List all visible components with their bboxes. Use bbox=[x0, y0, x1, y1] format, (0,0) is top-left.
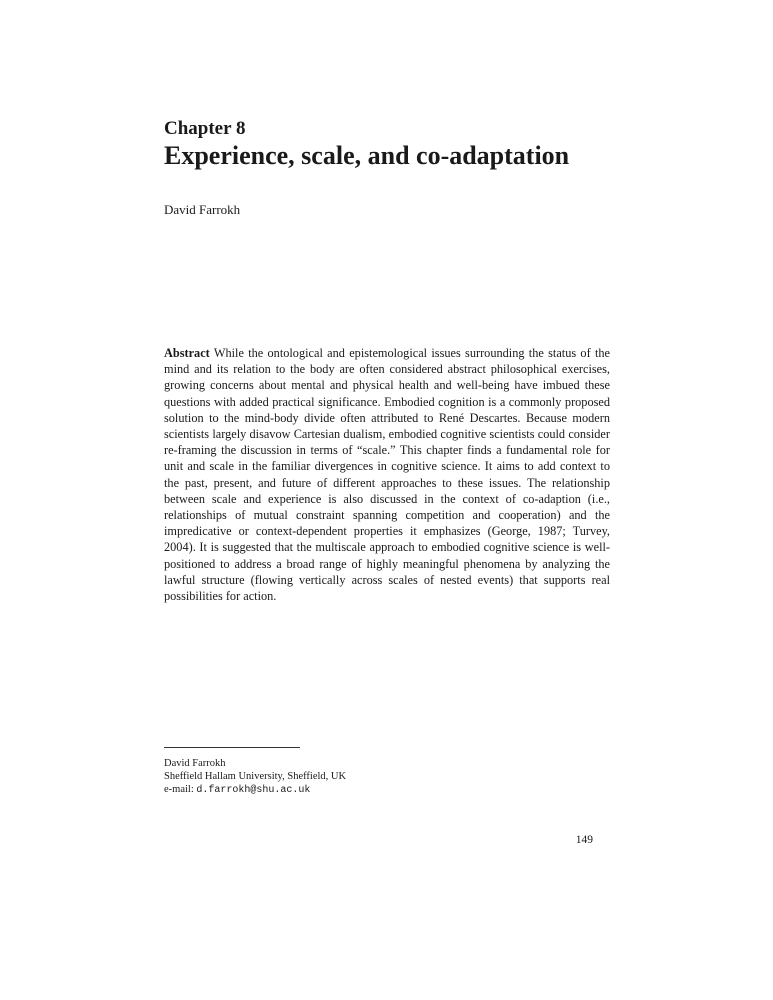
footnote-author-name: David Farrokh bbox=[164, 758, 226, 769]
abstract-label: Abstract bbox=[164, 346, 210, 360]
abstract bbox=[164, 345, 610, 604]
chapter-title: Experience, scale, and co-adaptation bbox=[164, 141, 570, 170]
author-footnote bbox=[164, 757, 346, 797]
footnote-email[interactable]: d.farrokh@shu.ac.uk bbox=[196, 785, 311, 796]
footnote-email-line bbox=[164, 783, 346, 797]
page-number: 149 bbox=[575, 834, 593, 846]
chapter-label: Chapter 8 bbox=[164, 118, 246, 139]
chapter-author: David Farrokh bbox=[164, 202, 241, 217]
abstract-text: While the ontological and epistemological issues surrounding the status of the mind and its relation to the body are often considered abstract philosophical exercises, growing concerns about mental and physical health and well-being have imbued these questions with added practical significance. Embodied cognition is a commonly proposed solution to the mind-body divide often attributed to René Descartes. Because modern scientists largely disavow Cartesian dualism, embodied cognitive scientists could consider re-framing the discussion in terms of “scale.” This chapter finds a fundamental role for unit and scale in the familiar divergences in cognitive science. It aims to add context to the past, present, and future of different approaches to these issues. The relationship between scale and experience is also discussed in the context of co-adaption (i.e., relationships of mutual constraint spanning competition and cooperation) and the impredicative or context-dependent properties it emphasizes (George, 1987; Turvey, 2004). It is suggested that the multiscale approach to embodied cognitive science is well-positioned to address a broad range of highly meaningful phenomena by analyzing the lawful structure (flowing vertically across scales of nested events) that supports real possibilities for action. bbox=[164, 346, 611, 604]
footnote-rule bbox=[164, 747, 300, 748]
footnote-affiliation: Sheffield Hallam University, Sheffield, UK bbox=[164, 771, 347, 782]
footnote-email-label: e-mail: bbox=[164, 784, 194, 795]
